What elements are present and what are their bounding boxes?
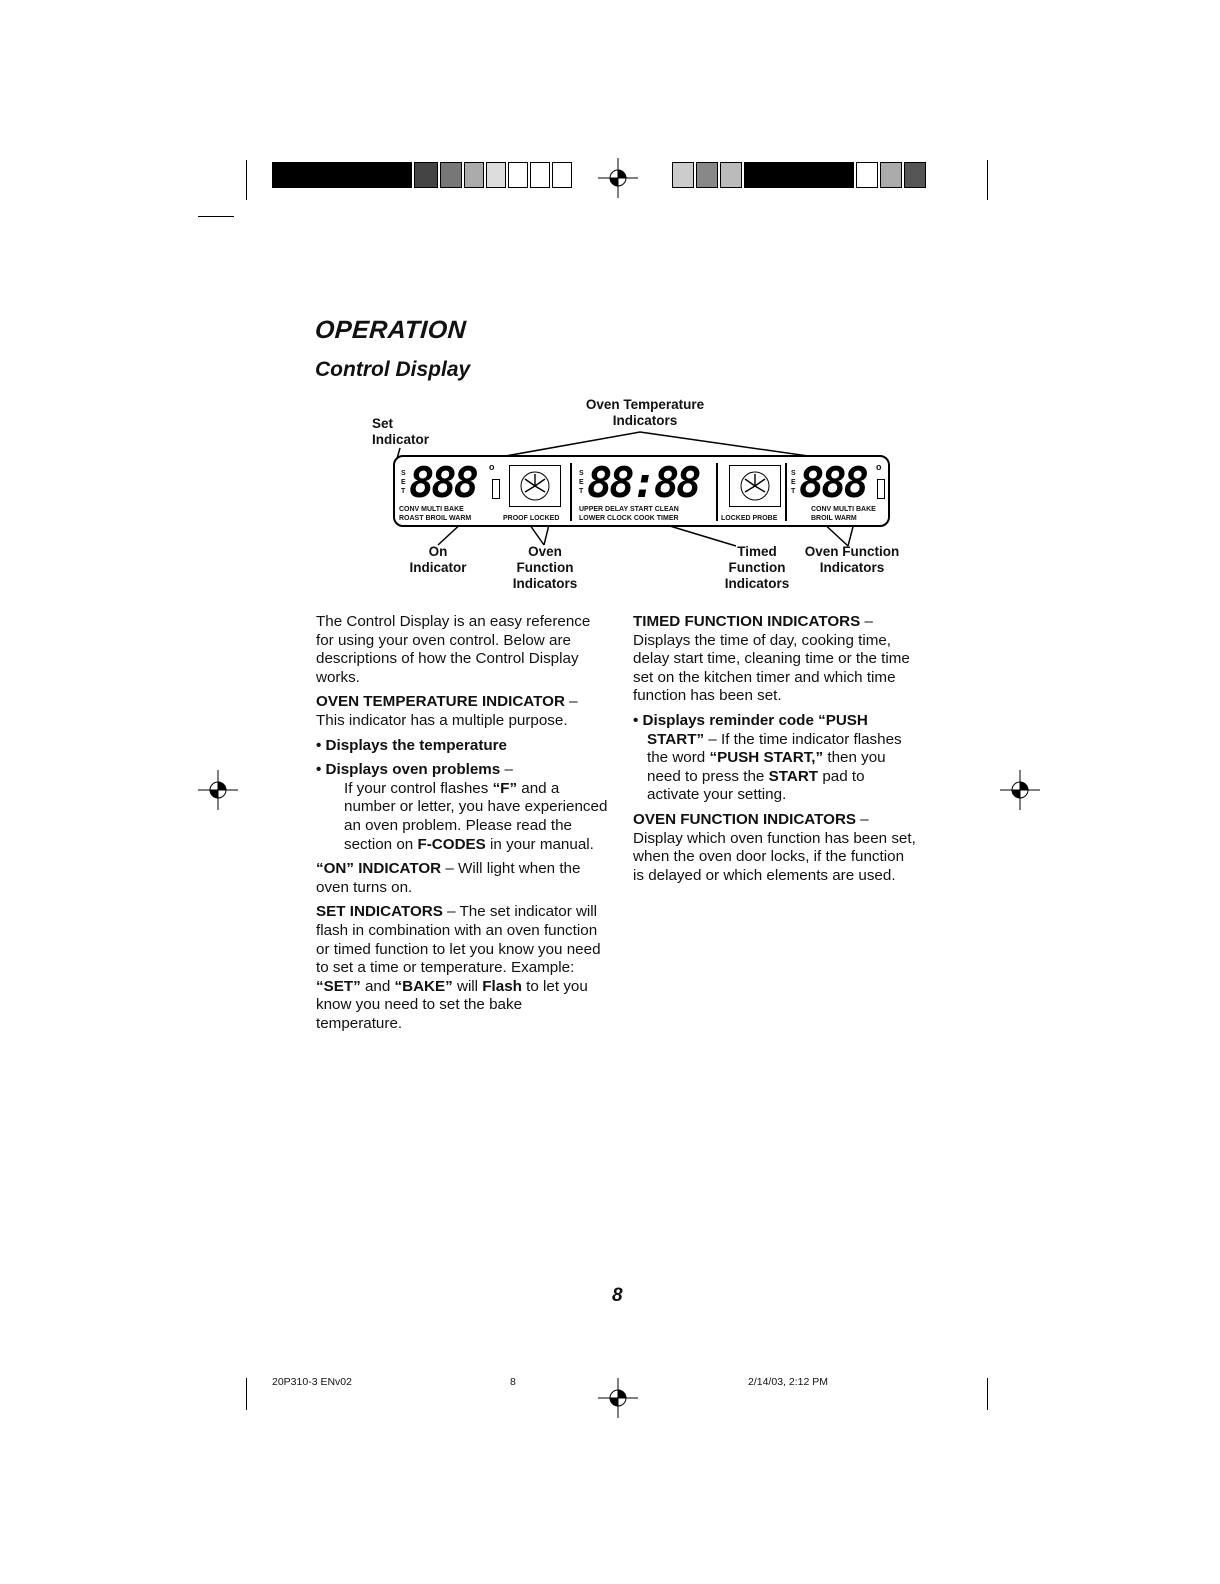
right-column bbox=[633, 613, 918, 891]
panel-divider bbox=[785, 463, 787, 521]
oven-fan-box-right bbox=[729, 465, 781, 507]
oven-temperature-digits-right: 888 bbox=[799, 458, 866, 507]
crop-mark bbox=[246, 1378, 247, 1410]
set-indicators-paragraph: SET INDICATORS – The set indicator will flash in combination with an oven function or timed function to let you know you need to set a time or temperature. Example: “SET” and “BAKE” will Flash to let you know you need to set the bake temperature. bbox=[316, 903, 601, 1032]
set-indicator: S E T bbox=[401, 470, 406, 495]
oven-temperature-paragraph: OVEN TEMPERATURE INDICATOR – This indicator has a multiple purpose. bbox=[316, 693, 578, 729]
label-oven-function-right: Oven Function Indicators bbox=[804, 544, 900, 575]
label-oven-temperature: Oven Temperature Indicators bbox=[585, 397, 705, 428]
timed-function-digits: 88:88 bbox=[587, 458, 699, 507]
registration-crosshair-icon bbox=[1000, 770, 1040, 810]
bullet-displays-temperature: • Displays the temperature bbox=[316, 736, 508, 754]
footer-date: 2/14/03, 2:12 PM bbox=[748, 1376, 828, 1388]
label-oven-function-left: Oven Function Indicators bbox=[512, 544, 578, 591]
degree-mark: o bbox=[876, 462, 882, 472]
page-number: 8 bbox=[612, 1285, 623, 1306]
degree-mark: o bbox=[489, 462, 495, 472]
oven-function-row-2: ROAST BROIL WARM bbox=[399, 515, 472, 522]
bullet-push-start: • Displays reminder code “PUSH START” – If the time indicator flashes the word “PUSH START,” then you need to press the START pad to activate your setting. bbox=[633, 711, 902, 804]
left-column bbox=[316, 613, 608, 1039]
timed-function-row-2: LOWER CLOCK COOK TIMER bbox=[579, 515, 679, 522]
crop-mark bbox=[987, 1378, 988, 1410]
timed-function-row-1: UPPER DELAY START CLEAN bbox=[579, 506, 679, 513]
diagram-leader-lines bbox=[0, 0, 1220, 620]
panel-divider bbox=[570, 463, 572, 521]
oven-function-row-1: CONV MULTI BAKE bbox=[399, 506, 464, 513]
label-on-indicator: On Indicator bbox=[409, 544, 467, 575]
label-timed-function: Timed Function Indicators bbox=[724, 544, 790, 591]
on-indicator bbox=[492, 479, 500, 499]
footer-page: 8 bbox=[510, 1376, 516, 1388]
oven-function-row-right-1: CONV MULTI BAKE bbox=[811, 506, 876, 513]
intro-paragraph: The Control Display is an easy reference for using your oven control. Below are descriptions of how the Control Display works. bbox=[316, 613, 591, 686]
section-heading: OPERATION bbox=[314, 316, 468, 344]
oven-function-row-right-2: BROIL WARM bbox=[811, 515, 857, 522]
set-indicator-center: S E T bbox=[579, 470, 584, 495]
control-display-panel bbox=[393, 455, 890, 527]
oven-function-indicators-paragraph: OVEN FUNCTION INDICATORS – Display which oven function has been set, when the oven door locks, if the function is delayed or which elements are used. bbox=[633, 810, 916, 884]
oven-temperature-title: OVEN TEMPERATURE INDICATOR bbox=[316, 693, 565, 711]
timed-function-paragraph: TIMED FUNCTION INDICATORS – Displays the time of day, cooking time, delay start time, cleaning time or the time set on the kitchen timer and which time function has been set. bbox=[633, 613, 910, 705]
registration-crosshair-icon bbox=[198, 770, 238, 810]
locked-probe-row: LOCKED PROBE bbox=[721, 515, 778, 522]
oven-fan-box-left bbox=[509, 465, 561, 507]
label-set-indicator: Set Indicator bbox=[372, 416, 430, 447]
oven-temperature-digits: 888 bbox=[409, 458, 476, 507]
oven-function-row-3: PROOF LOCKED bbox=[503, 515, 560, 522]
fan-icon bbox=[510, 466, 560, 506]
set-indicator-right: S E T bbox=[791, 470, 796, 495]
bullet-displays-problems: • Displays oven problems – If your control flashes “F” and a number or letter, you have experienced an oven problem. Please read the section on F-CODES in your manual. bbox=[316, 761, 608, 853]
fan-icon bbox=[730, 466, 780, 506]
subsection-heading: Control Display bbox=[315, 358, 471, 381]
footer-code: 20P310-3 ENv02 bbox=[272, 1376, 352, 1388]
oven-problems-text: If your control flashes “F” and a number or letter, you have experienced an oven problem. Please read the section on F-CODES in your manual. bbox=[344, 779, 608, 853]
registration-crosshair-icon bbox=[598, 1378, 638, 1418]
panel-divider bbox=[716, 463, 718, 521]
on-indicator-paragraph: “ON” INDICATOR – Will light when the oven turns on. bbox=[316, 860, 581, 896]
on-indicator-right bbox=[877, 479, 885, 499]
